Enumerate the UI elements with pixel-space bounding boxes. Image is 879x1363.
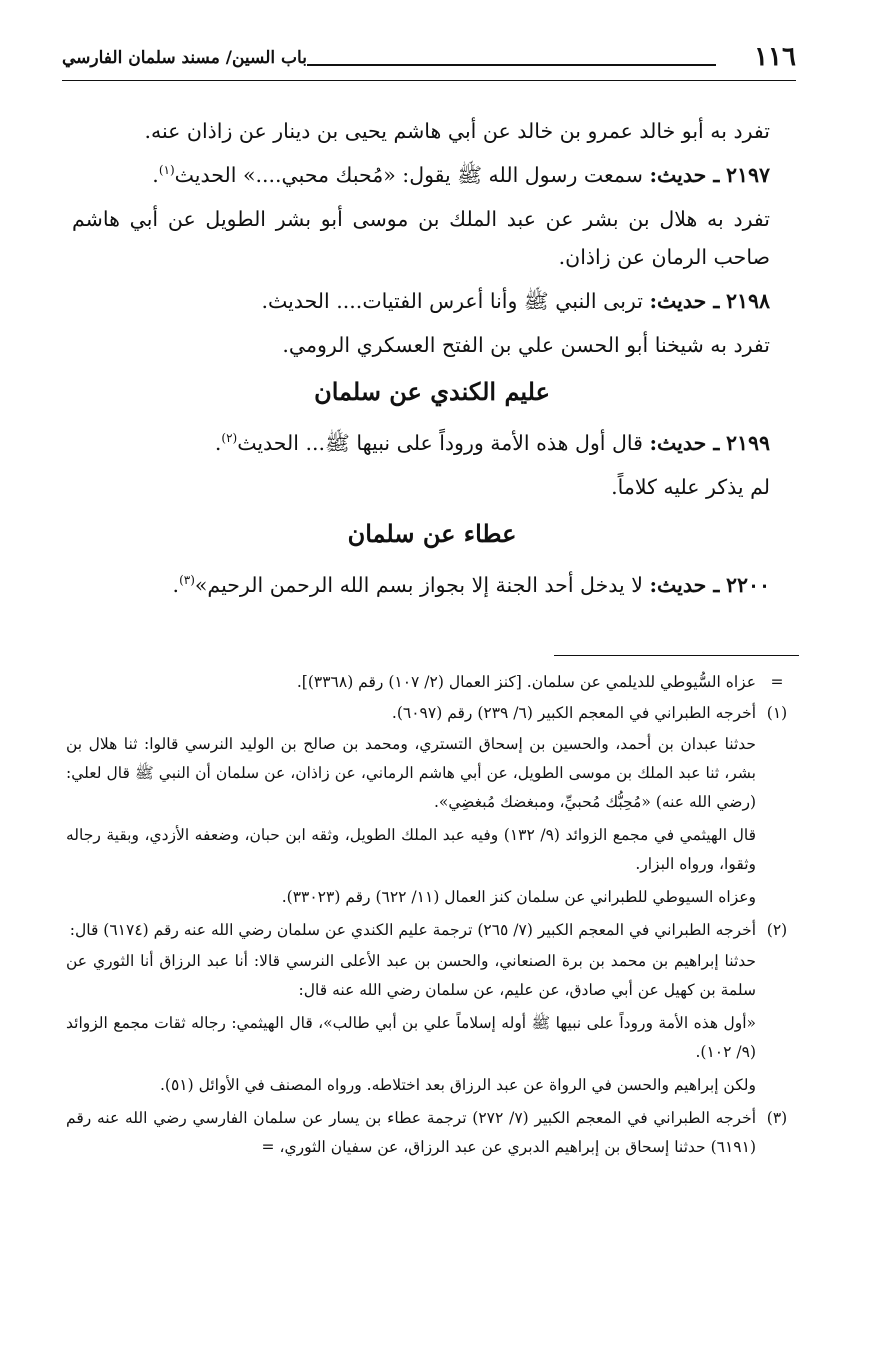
- hadith-label: ـ حديث:: [649, 289, 720, 313]
- footnote-2: [66, 916, 796, 945]
- hadith-2197: [72, 156, 792, 194]
- header-rule: [307, 64, 716, 66]
- footnote-ref: (٣): [179, 573, 195, 588]
- hadith-text: تربى النبي ﷺ وأنا أعرس الفتيات.... الحديث.: [261, 289, 650, 313]
- footnote-3: [66, 1104, 796, 1162]
- hadith-2199: [72, 424, 792, 462]
- footnote-2-matn: «أول هذه الأمة وروداً على نبيها ﷺ أوله إسلاماً علي بن أبي طالب»، قال الهيثمي: رجاله ثقات مجمع الزوائد (٩/ ١٠٢).: [66, 1014, 756, 1061]
- footnote-ref: (٢): [221, 431, 238, 446]
- footnote-marker: =: [770, 673, 784, 691]
- footnotes: [66, 668, 796, 1164]
- header-divider: [62, 80, 796, 81]
- footnote-marker: (٣): [766, 1109, 788, 1127]
- footnote-ref: (١): [158, 163, 175, 178]
- hadith-label: ـ حديث:: [649, 163, 720, 187]
- running-title: باب السين/ مسند سلمان الفارسي: [62, 48, 307, 68]
- paragraph-tafarrud-2: تفرد به هلال بن بشر عن عبد الملك بن موسى أبو بشر الطويل عن أبي هاشم صاحب الرمان عن زاذان.: [72, 207, 770, 269]
- footnote-1-isnad: حدثنا عبدان بن أحمد، والحسين بن إسحاق التستري، ومحمد بن صالح بن الوليد النرسي قالوا: ثنا هلال بن بشر، ثنا عبد الملك بن موسى الطويل، عن أبي هاشم الرماني، عن زاذان، عن سلمان أن النبي ﷺ قال لعلي: (رضي الله عنه) «مُحِبُّك مُحبيِّ، ومبغضك مُبغضِي».: [66, 735, 756, 811]
- section-heading-ata: عطاء عن سلمان: [347, 519, 517, 548]
- footnote-marker: (٢): [766, 921, 788, 939]
- hadith-2200: [72, 566, 792, 604]
- page-header: [62, 40, 796, 80]
- footnote-continuation: [66, 668, 796, 697]
- footnote-1: [66, 699, 796, 728]
- paragraph-tafarrud-3: تفرد به شيخنا أبو الحسن علي بن الفتح العسكري الرومي.: [282, 333, 770, 357]
- footnote-1-haythami: قال الهيثمي في مجمع الزوائد (٩/ ١٣٢) وفيه عبد الملك الطويل، وثقه ابن حبان، وضعفه الأزدي، وبقية رجاله وثقوا، ورواه البزار.: [66, 826, 757, 873]
- hadith-end: .: [172, 573, 180, 597]
- hadith-end: .: [152, 163, 159, 187]
- hadith-label: ـ حديث:: [649, 431, 720, 455]
- hadith-number: ٢١٩٧: [725, 163, 770, 187]
- hadith-number: ٢١٩٩: [725, 431, 770, 455]
- hadith-2198: [72, 282, 792, 320]
- paragraph-tafarrud-1: تفرد به أبو خالد عمرو بن خالد عن أبي هاشم يحيى بن دينار عن زاذان عنه.: [144, 119, 770, 143]
- main-text: [72, 112, 792, 610]
- hadith-text: لا يدخل أحد الجنة إلا بجواز بسم الله الرحمن الرحيم»: [194, 573, 650, 597]
- footnote-separator: [554, 655, 799, 656]
- hadith-end: .: [214, 431, 222, 455]
- hadith-text: قال أول هذه الأمة وروداً على نبيها ﷺ... الحديث: [237, 431, 650, 455]
- hadith-number: ٢٢٠٠: [725, 573, 770, 597]
- footnote-marker: (١): [766, 704, 788, 722]
- hadith-text: سمعت رسول الله ﷺ يقول: «مُحبك محبي....» الحديث: [174, 163, 650, 187]
- hadith-label: ـ حديث:: [649, 573, 720, 597]
- footnote-text: عزاه السُّيوطي للديلمي عن سلمان. [كنز العمال (٢/ ١٠٧) رقم (٣٣٦٨)].: [296, 673, 756, 691]
- hadith-number: ٢١٩٨: [725, 289, 770, 313]
- footnote-text: أخرجه الطبراني في المعجم الكبير (٧/ ٢٧٢) ترجمة عطاء بن يسار عن سلمان الفارسي رضي الله عنه رقم (٦١٩١) حدثنا إسحاق بن إبراهيم الدبري عن عبد الرزاق، عن سفيان الثوري، =: [66, 1109, 756, 1156]
- footnote-2-comment: ولكن إبراهيم والحسن في الرواة عن عبد الرزاق بعد اختلاطه. ورواه المصنف في الأوائل (٥١).: [159, 1076, 756, 1094]
- paragraph-no-comment: لم يذكر عليه كلاماً.: [611, 475, 770, 499]
- section-heading-alim: عليم الكندي عن سلمان: [314, 377, 550, 406]
- footnote-text: أخرجه الطبراني في المعجم الكبير (٦/ ٢٣٩) رقم (٦٠٩٧).: [391, 704, 756, 722]
- footnote-1-suyuti: وعزاه السيوطي للطبراني عن سلمان كنز العمال (١١/ ٦٢٢) رقم (٣٣٠٢٣).: [281, 888, 756, 906]
- footnote-2-isnad: حدثنا إبراهيم بن محمد بن برة الصنعاني، والحسن بن عبد الأعلى النرسي قالا: أنا عبد الرزاق أنا الثوري عن سلمة بن كهيل عن أبي صادق، عن عليم، عن سلمان رضي الله عنه قال:: [66, 952, 756, 999]
- page-number: ١١٦: [754, 42, 796, 72]
- footnote-text: أخرجه الطبراني في المعجم الكبير (٧/ ٢٦٥) ترجمة عليم الكندي عن سلمان رضي الله عنه رقم (٦١٧٤) قال:: [69, 921, 756, 939]
